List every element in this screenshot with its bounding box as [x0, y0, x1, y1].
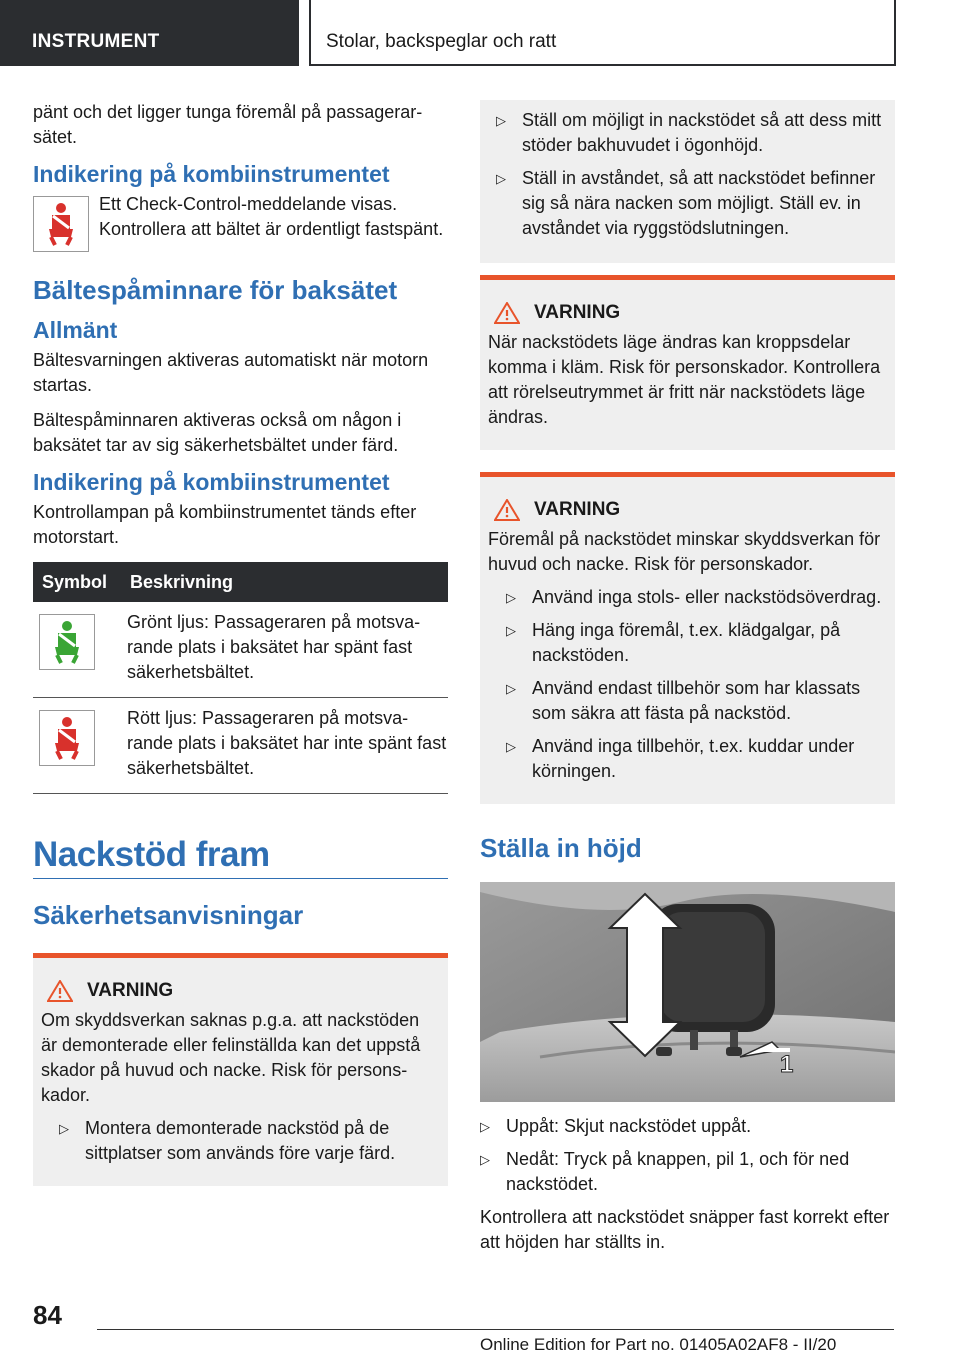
warning-header — [494, 499, 887, 521]
height-steps-list — [480, 1114, 895, 1197]
warning-label: VARNING — [87, 980, 174, 1001]
warning-label: VARNING — [534, 302, 621, 323]
warning-header — [494, 302, 887, 324]
page-header — [0, 0, 960, 66]
adjustment-tips-box — [480, 100, 895, 263]
closing-text: Kontrollera att nackstödet snäpper fast korrekt efter att höjden har ställts in. — [480, 1207, 890, 1252]
heading-general: Allmänt — [33, 317, 118, 343]
indicator-text: Kontrollampan på kombiinstrumentet tänds efter motorstart. — [33, 502, 417, 547]
warning-bullet-list — [59, 1116, 440, 1166]
column-header-description: Beskrivning — [121, 562, 448, 602]
warning-bullet-list — [506, 585, 887, 784]
seatbelt-warning-icon — [33, 196, 89, 252]
list-item: ▷ Uppåt: Skjut nackstödet uppåt. — [480, 1114, 895, 1139]
photo-callout-label: 1 — [780, 1051, 794, 1078]
page-title: Nackstöd fram — [33, 835, 270, 874]
list-item: ▷ Nedåt: Tryck på knappen, pil 1, och för ned nackstödet. — [480, 1147, 895, 1197]
check-control-row — [33, 192, 448, 252]
list-item: ▷ Häng inga föremål, t.ex. klädgalgar, på nackstöden. — [506, 618, 887, 668]
column-header-symbol: Symbol — [33, 562, 121, 602]
general-paragraph-1: Bältesvarningen aktiveras automatiskt när motorn startas. — [33, 350, 429, 395]
seatbelt-red-icon — [39, 710, 95, 766]
heading-safety: Säkerhetsanvisningar — [33, 900, 304, 930]
warning-triangle-icon — [47, 980, 73, 1002]
section-tab: INSTRUMENT — [0, 0, 299, 66]
page-number: 84 — [33, 1300, 62, 1330]
list-item: ▷ Använd inga stols- eller nackstödsöverdrag. — [506, 585, 887, 610]
heading-rear-reminder: Bältespåminnare för baksätet — [33, 275, 398, 305]
list-item: ▷ Använd endast tillbehör som har klassats som säkra att fästa på nackstöd. — [506, 676, 887, 726]
table-cell-description: Rött ljus: Passageraren på motsvarande plats i baksätet har inte spänt fast säkerhetsbältet. — [121, 698, 448, 794]
seatbelt-green-icon — [39, 614, 95, 670]
heading-adjust-height: Ställa in höjd — [480, 833, 642, 863]
headrest-heading-wrap — [33, 834, 448, 879]
edition-text: Online Edition for Part no. 01405A02AF8 - II/20 — [480, 1335, 837, 1354]
warning-text: Om skyddsverkan saknas p.g.a. att nackstöden är demonterade eller felinställda kan det uppstå skador på huvud och nacke. Risk för personskador. — [41, 1010, 421, 1105]
right-column — [480, 100, 895, 1265]
warning-box — [33, 953, 448, 1186]
headrest-photo — [480, 882, 895, 1102]
warning-text: När nackstödets läge ändras kan kroppsdelar komma i kläm. Risk för personskador. Kontrollera att rörelseutrymmet är fritt när nackstödets läge ändras. — [488, 332, 881, 427]
warning-header — [47, 980, 440, 1002]
list-item: ▷ Ställ in avståndet, så att nackstödet befinner sig så nära nacken som möjligt. Ställ ev. in avståndet via ryggstödslutningen. — [496, 166, 885, 241]
warning-triangle-icon — [494, 499, 520, 521]
table-cell-description: Grönt ljus: Passageraren på motsvarande plats i baksätet har spänt fast säkerhetsbältet. — [121, 602, 448, 698]
heading-indicator-a: Indikering på kombiinstrumentet — [33, 161, 390, 187]
symbol-table — [33, 562, 448, 794]
general-paragraph-2: Bältespåminnaren aktiveras också om någon i baksätet tar av sig säkerhetsbältet under färd. — [33, 410, 402, 455]
warning-text: Föremål på nackstödet minskar skyddsverkan för huvud och nacke. Risk för personskador. — [488, 529, 881, 574]
check-control-text: Ett Check-Control-meddelande visas. Kontrollera att bältet är ordentligt fastspänt. — [99, 194, 444, 239]
warning-box — [480, 472, 895, 804]
table-row — [33, 698, 448, 794]
list-item: ▷ Ställ om möjligt in nackstödet så att dess mitt stöder bakhuvudet i ögonhöjd. — [496, 108, 885, 158]
heading-indicator-b: Indikering på kombiinstrumentet — [33, 469, 390, 495]
warning-triangle-icon — [494, 302, 520, 324]
list-item: ▷ Använd inga tillbehör, t.ex. kuddar under körningen. — [506, 734, 887, 784]
footer-rule — [97, 1329, 894, 1330]
left-column — [33, 100, 448, 1198]
chapter-title: Stolar, backspeglar och ratt — [311, 0, 896, 66]
tips-list — [496, 108, 885, 241]
list-item: ▷ Montera demonterade nackstöd på de sittplatser som används före varje färd. — [59, 1116, 440, 1166]
warning-box — [480, 275, 895, 450]
table-row — [33, 602, 448, 698]
intro-text: pänt och det ligger tunga föremål på passagerarsätet. — [33, 102, 423, 147]
warning-label: VARNING — [534, 499, 621, 520]
